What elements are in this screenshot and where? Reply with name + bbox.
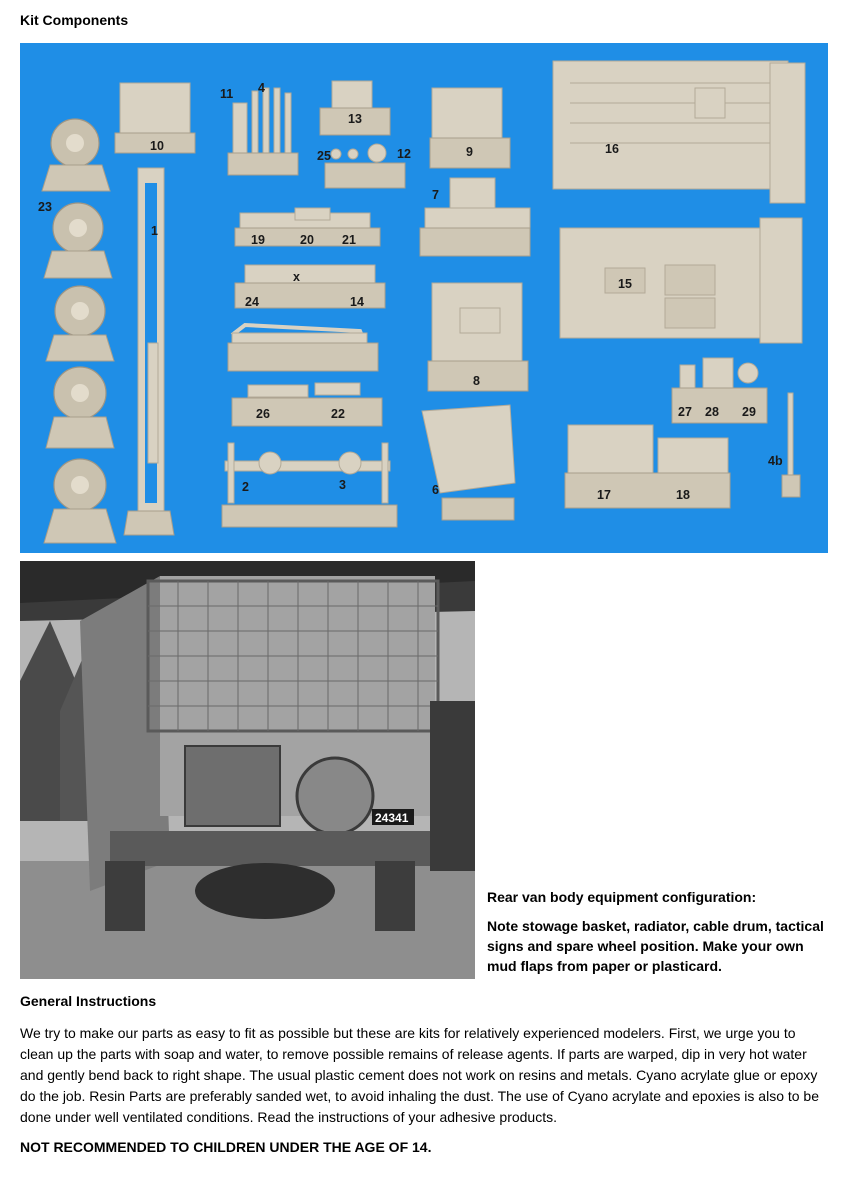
part-label: 9 bbox=[466, 145, 473, 159]
part-label: 16 bbox=[605, 142, 619, 156]
part-label: 1 bbox=[151, 224, 158, 238]
part-label: 8 bbox=[473, 374, 480, 388]
part-label: 25 bbox=[317, 149, 331, 163]
page-title: Kit Components bbox=[20, 12, 129, 28]
age-warning: NOT RECOMMENDED TO CHILDREN UNDER THE AGE OF 14. bbox=[20, 1139, 432, 1155]
part-label: 26 bbox=[256, 407, 270, 421]
part-label: 4 bbox=[258, 81, 265, 95]
part-label: 22 bbox=[331, 407, 345, 421]
part-label: 15 bbox=[618, 277, 632, 291]
part-label: 24 bbox=[245, 295, 259, 309]
part-label: 28 bbox=[705, 405, 719, 419]
part-label: 29 bbox=[742, 405, 756, 419]
part-label: 27 bbox=[678, 405, 692, 419]
kit-components-photo bbox=[20, 43, 828, 553]
part-label: 17 bbox=[597, 488, 611, 502]
part-label: 13 bbox=[348, 112, 362, 126]
caption-title: Rear van body equipment configuration: bbox=[487, 889, 757, 905]
general-instructions-body: We try to make our parts as easy to fit as possible but these are kits for relatively experienced modelers. First, we urge you to clean up the parts with soap and water, to remove possible remains of release agents. If parts are warped, dip in very hot water and gently bend back to right shape. The usual plastic cement does not work on resins and metals. Cyano acrylate glue or epoxy do the job. Resin Parts are preferably sanded wet, to avoid inhaling the dust. The use of Cyano acrylate and epoxies is also to be done under well ventilated conditions. Read the instructions of your adhesive products. bbox=[20, 1025, 820, 1125]
part-label: 3 bbox=[339, 478, 346, 492]
part-label: 4b bbox=[768, 454, 783, 468]
part-label: 18 bbox=[676, 488, 690, 502]
truck-rear-photo bbox=[20, 561, 475, 979]
part-label: 10 bbox=[150, 139, 164, 153]
part-label: 21 bbox=[342, 233, 356, 247]
part-label: x bbox=[293, 270, 300, 284]
part-label: 19 bbox=[251, 233, 265, 247]
caption-body: Note stowage basket, radiator, cable drum, tactical signs and spare wheel position. Make your own mud flaps from paper or plasticard. bbox=[487, 918, 824, 974]
license-plate: 24341 bbox=[375, 811, 409, 825]
general-instructions-heading: General Instructions bbox=[20, 993, 157, 1009]
part-label: 12 bbox=[397, 147, 411, 161]
part-label: 11 bbox=[220, 87, 234, 101]
part-label: 14 bbox=[350, 295, 364, 309]
photo-caption bbox=[487, 887, 832, 985]
part-label: 20 bbox=[300, 233, 314, 247]
part-label: 7 bbox=[432, 188, 439, 202]
part-label: 23 bbox=[38, 200, 52, 214]
part-label: 6 bbox=[432, 483, 439, 497]
part-label: 2 bbox=[242, 480, 249, 494]
